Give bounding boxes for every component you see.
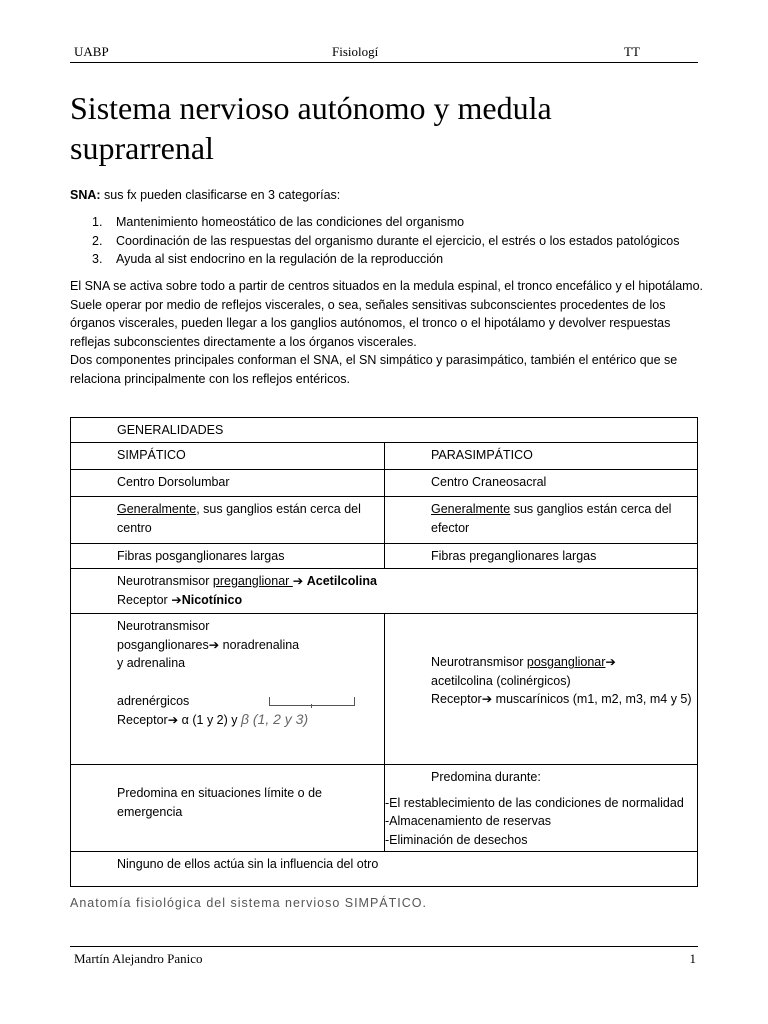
underlined-text: preganglionar xyxy=(212,574,293,588)
table-cell: Fibras preganglionares largas xyxy=(431,549,597,563)
cell-text: Neurotransmisor xyxy=(431,655,527,670)
receptor-sim-line xyxy=(117,710,384,730)
table-cell: Centro Craneosacral xyxy=(431,475,547,489)
table-row xyxy=(71,614,698,765)
table-row xyxy=(71,443,698,470)
table-row xyxy=(71,852,698,887)
list-number: 2. xyxy=(92,233,103,248)
table-cell xyxy=(385,765,697,849)
table-row xyxy=(71,497,698,544)
table-cell xyxy=(117,614,384,730)
table-row xyxy=(71,569,698,614)
table-cell: Ninguno de ellos actúa sin la influencia del otro xyxy=(117,857,379,871)
cell-text: acetilcolina (colinérgicos) xyxy=(431,673,571,688)
cell-text: Receptor xyxy=(117,592,172,607)
table-heading: GENERALIDADES xyxy=(117,423,224,437)
arrow-icon: ➔ xyxy=(292,574,307,588)
cell-text: Receptor➔ muscarínicos (m1, m2, m3, m4 y 5) xyxy=(431,692,692,707)
table-row xyxy=(71,418,698,443)
list-item xyxy=(70,232,680,251)
list-item xyxy=(70,250,680,269)
list-number: 1. xyxy=(92,215,103,229)
column-simpatico: SIMPÁTICO xyxy=(117,448,186,462)
list-item: -Eliminación de desechos xyxy=(385,832,528,847)
cell-text: adrenérgicos xyxy=(117,693,190,708)
cell-text: posganglionares➔ noradrenalina xyxy=(117,637,300,652)
header-left: UABP xyxy=(74,44,109,59)
body-paragraphs xyxy=(70,277,706,388)
list-item xyxy=(70,213,680,232)
table-cell xyxy=(117,569,697,609)
list-item: -El restablecimiento de las condiciones de normalidad xyxy=(385,795,684,810)
sna-intro-text: sus fx pueden clasificarse en 3 categorías: xyxy=(100,188,341,202)
table-row xyxy=(71,765,698,852)
arrow-icon: ➔ xyxy=(605,655,616,670)
underlined-text: Generalmente xyxy=(117,502,197,516)
column-parasimpatico: PARASIMPÁTICO xyxy=(431,448,533,462)
arrow-icon: ➔ xyxy=(171,592,182,607)
underlined-text: Generalmente xyxy=(431,502,511,516)
header-center: Fisiologí xyxy=(332,44,379,59)
list-text: Coordinación de las respuestas del organismo durante el ejercicio, el estrés o los estados patológicos xyxy=(116,233,680,248)
table-cell xyxy=(117,497,384,537)
list-item: -Almacenamiento de reservas xyxy=(385,814,552,828)
cell-text: Neurotransmisor xyxy=(117,619,210,633)
paragraph: Suele operar por medio de reflejos viscerales, o sea, señales sensitivas subconscientes procedentes de los órganos viscerales, pueden llegar a los ganglios autónomos, el tronco o el hipotálamo y devolver respuestas reflejas subconscientes directamente a los órganos viscerales. xyxy=(70,297,671,349)
table-row xyxy=(71,544,698,569)
table-cell: Fibras posganglionares largas xyxy=(117,549,285,563)
list-text: Mantenimiento homeostático de las condiciones del organismo xyxy=(116,215,465,229)
generalidades-table xyxy=(70,417,698,887)
adrenergicos-line xyxy=(117,692,384,711)
cell-text: Neurotransmisor xyxy=(117,574,213,588)
list-text: Ayuda al sist endocrino en la regulación de la reproducción xyxy=(116,252,444,266)
sna-label: SNA: xyxy=(70,188,101,202)
underlined-text: posganglionar xyxy=(526,655,606,670)
bold-text: Acetilcolina xyxy=(306,574,377,588)
receptor-pre-line xyxy=(117,591,697,610)
cell-text: sus ganglios están cerca del efector xyxy=(431,502,672,535)
page-header xyxy=(70,42,698,63)
page-number: 1 xyxy=(689,951,696,966)
table-cell xyxy=(431,497,697,537)
table-cell: Predomina en situaciones límite o de emergencia xyxy=(117,786,322,819)
list-number: 3. xyxy=(92,252,103,266)
paragraph: Dos componentes principales conforman el SNA, el SN simpático y parasimpático, también el entérico que se relaciona principalmente con los reflejos entéricos. xyxy=(70,353,678,386)
cell-text: , sus ganglios están cerca del centro xyxy=(117,502,361,535)
cell-text: Predomina durante: xyxy=(431,770,541,784)
header-right: TT xyxy=(624,44,640,59)
section-caption: Anatomía fisiológica del sistema nervioso SIMPÁTICO. xyxy=(70,896,427,910)
table-cell xyxy=(431,653,697,725)
sna-intro xyxy=(70,186,340,205)
document-title: Sistema nervioso autónomo y medula suprarrenal xyxy=(70,90,552,166)
nt-pre-line xyxy=(117,572,697,591)
table-cell: Centro Dorsolumbar xyxy=(117,475,230,489)
cell-text: Receptor➔ α (1 y 2) y xyxy=(117,713,241,727)
nt-post-para-line xyxy=(431,653,697,672)
table-row xyxy=(71,470,698,497)
beta-text: β (1, 2 y 3) xyxy=(241,711,309,727)
bold-text: Nicotínico xyxy=(181,592,243,607)
sna-category-list xyxy=(70,213,680,269)
page-footer xyxy=(70,946,698,969)
paragraph: El SNA se activa sobre todo a partir de centros situados en la medula espinal, el tronco encefálico y el hipotálamo. xyxy=(70,279,703,293)
brace-icon xyxy=(269,697,355,706)
cell-text: y adrenalina xyxy=(117,656,186,670)
footer-author: Martín Alejandro Panico xyxy=(74,951,203,966)
